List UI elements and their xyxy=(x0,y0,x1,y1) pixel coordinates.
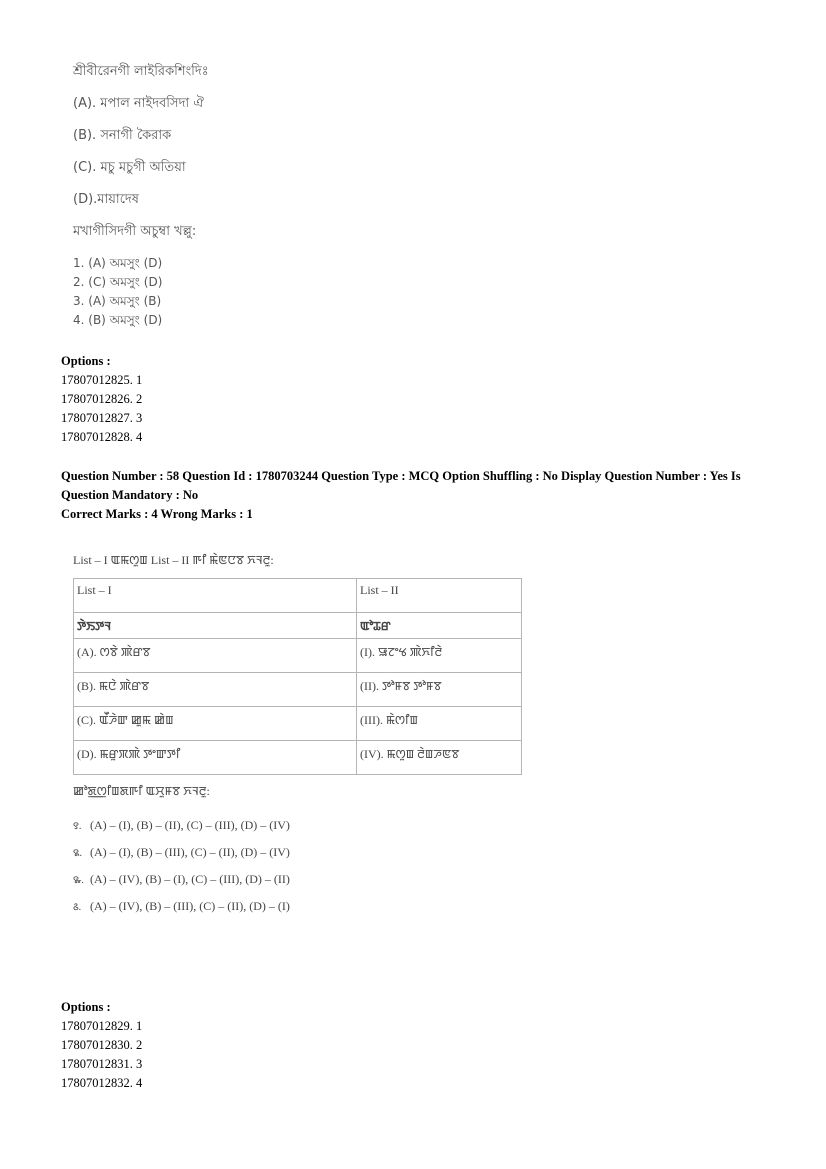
question-stem: শ্রীবীরেনগী লাইরিকশিংদিঃ xyxy=(73,64,209,79)
answer-choice-1: 1. (A) অমসুং (D) xyxy=(73,256,163,270)
question-meta-line-1: Question Number : 58 Question Id : 1780703244 Question Type : MCQ Option Shuffling : No Display Question Number : Yes Is xyxy=(61,469,741,483)
answer-number: ꯳. xyxy=(73,875,84,886)
statement-c: (C). মচু মচুগী অতিয়া xyxy=(73,160,186,175)
list2-item-i: (I). ꯎꯖꯦꯠ ꯄꯥꯈꯤꯂꯥ xyxy=(357,639,522,673)
answer-text: (A) – (I), (B) – (III), (C) – (II), (D) – (IV) xyxy=(90,845,290,859)
option-id: 17807012830. 2 xyxy=(61,1038,143,1052)
option-id: 17807012827. 3 xyxy=(61,411,143,425)
question-prompt: মখাগীসিদগী অচুম্বা খল্লু: xyxy=(73,224,197,239)
option-id: 17807012825. 1 xyxy=(61,373,143,387)
table-row xyxy=(74,707,522,741)
header-list-2: List – II xyxy=(357,579,522,613)
answer-text: (A) – (IV), (B) – (III), (C) – (II), (D) – (I) xyxy=(90,899,290,913)
list2-item-iii: (III). ꯃꯥꯁꯤꯡ xyxy=(357,707,522,741)
list1-item-d: (D). ꯃꯔꯨꯞꯄꯥ ꯇꯦꯛꯇꯤ xyxy=(74,741,357,775)
list2-item-ii: (II). ꯇꯣꯝꯕ ꯇꯣꯝꯕ xyxy=(357,673,522,707)
header-list-1: List – I xyxy=(74,579,357,613)
list1-item-b: (B). ꯃꯅꯥ ꯄꯥꯔꯕ xyxy=(74,673,357,707)
options-list-2 xyxy=(61,998,142,1093)
statement-d: (D).মায়াদেষ xyxy=(73,192,139,207)
answer-choice-2: 2. (C) অমসুং (D) xyxy=(73,275,163,289)
match-intro: List – I ꯑꯃꯁꯨꯡ List – II ꯒꯤ ꯃꯥꯟꯅꯕ ꯈꯜꯂꯨ: xyxy=(73,553,274,567)
answer-number: ꯴. xyxy=(73,902,82,913)
list1-item-c: (C). ꯑꯩꯍꯥꯛ ꯀꯨꯃ ꯀꯥꯡ xyxy=(74,707,357,741)
options-label: Options : xyxy=(61,354,111,368)
option-id: 17807012826. 2 xyxy=(61,392,143,406)
question-image-2 xyxy=(73,548,522,923)
table-title-row xyxy=(74,613,522,639)
option-id: 17807012831. 3 xyxy=(61,1057,143,1071)
answer-choice-3 xyxy=(73,869,522,896)
column-title-left: ꯇꯥꯏꯇꯜ xyxy=(74,613,357,639)
question-image-1 xyxy=(73,62,209,330)
table-row xyxy=(74,741,522,775)
answer-choice-3: 3. (A) অমসুং (B) xyxy=(73,294,162,308)
options-list-1 xyxy=(61,352,142,447)
question-meta-line-2: Question Mandatory : No xyxy=(61,488,199,502)
answer-choice-4: 4. (B) অমসুং (D) xyxy=(73,313,163,327)
answer-text: (A) – (IV), (B) – (I), (C) – (III), (D) – (II) xyxy=(90,872,290,886)
answer-choice-4 xyxy=(73,896,522,923)
answer-number: ꯱. xyxy=(73,821,82,832)
table-row xyxy=(74,639,522,673)
question-marks: Correct Marks : 4 Wrong Marks : 1 xyxy=(61,507,253,521)
answer-text: (A) – (I), (B) – (II), (C) – (III), (D) – (IV) xyxy=(90,818,290,832)
table-row xyxy=(74,673,522,707)
question-meta xyxy=(61,467,761,524)
statement-b: (B). সনাগী কৈরাক xyxy=(73,128,172,143)
option-id: 17807012829. 1 xyxy=(61,1019,143,1033)
option-id: 17807012828. 4 xyxy=(61,430,143,444)
option-id: 17807012832. 4 xyxy=(61,1076,143,1090)
statement-a: (A). মপাল নাইদবসিদা ঐ xyxy=(73,96,204,111)
column-title-right: ꯑꯣꯊꯔ xyxy=(357,613,522,639)
answer-number: ꯲. xyxy=(73,848,82,859)
list1-item-a: (A). ꯁꯕꯥ ꯄꯥꯔꯕ xyxy=(74,639,357,673)
answer-choice-2 xyxy=(73,842,522,869)
options-label: Options : xyxy=(61,1000,111,1014)
list2-item-iv: (IV). ꯃꯁꯨꯡ ꯂꯥꯡꯍꯟꯕ xyxy=(357,741,522,775)
codes-prompt: ꯀꯣꯗ꯭ꯁꯤꯡꯗꯒꯤ ꯑꯆꯨꯝꯕ ꯈꯜꯂꯨ: xyxy=(73,784,210,798)
table-header-row xyxy=(74,579,522,613)
match-table xyxy=(73,578,522,775)
answer-choice-1 xyxy=(73,815,522,842)
